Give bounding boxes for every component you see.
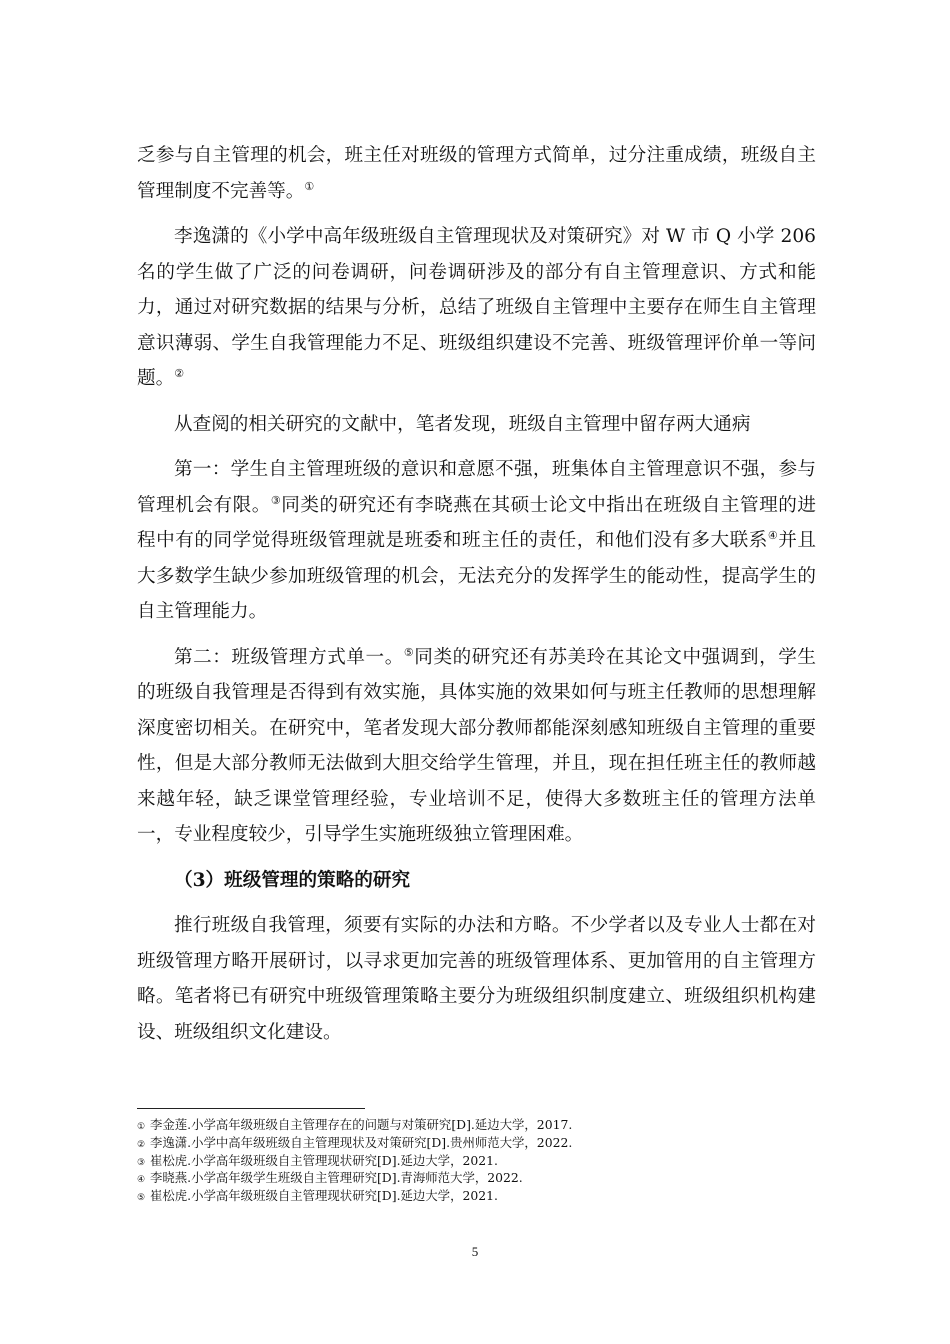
paragraph-text: 同类的研究还有苏美玲在其论文中强调到，学生的班级自我管理是否得到有效实施，具体实施的效果如何与班主任教师的思想理解深度密切相关。在研究中，笔者发现大部分教师都能深刻感知班级自主管理的重要性，但是大部分教师无法做到大胆交给学生管理，并且，现在担任班主任的教师越来越年轻，缺乏课堂管理经验，专业培训不足，使得大多数班主任的管理方法单一，专业程度较少，引导学生实施班级独立管理困难。	[137, 646, 816, 845]
footnote-item: ③ 崔松虎.小学高年级班级自主管理现状研究[D].延边大学，2021.	[137, 1152, 498, 1168]
footnote-item: ⑤ 崔松虎.小学高年级班级自主管理现状研究[D].延边大学，2021.	[137, 1188, 498, 1204]
paragraph-1	[137, 138, 816, 209]
paragraph-text: 乏参与自主管理的机会，班主任对班级的管理方式简单，过分注重成绩，班级自主管理制度不完善等。	[137, 145, 816, 202]
footnotes	[137, 1116, 816, 1205]
paragraph-5	[137, 640, 816, 853]
body-text	[137, 138, 816, 1060]
footnote-text: 崔松虎.小学高年级班级自主管理现状研究[D].延边大学，2021.	[150, 1152, 498, 1168]
paragraph-text: 同类的研究还有李晓燕在其硕士论文中指出在班级自主管理的进程中有的同学觉得班级管理就是班委和班主任的责任，和他们没有多大联系	[137, 494, 816, 551]
footnote-marker[interactable]: ③	[270, 493, 282, 507]
footnote-text: 崔松虎.小学高年级班级自主管理现状研究[D].延边大学，2021.	[150, 1188, 498, 1204]
footnote-item: ② 李逸潇.小学中高年级班级自主管理现状及对策研究[D].贵州师范大学，2022.	[137, 1134, 573, 1150]
paragraph-text: 并且大多数学生缺少参加班级管理的机会，无法充分的发挥学生的能动性，提高学生的自主管理能力。	[137, 530, 816, 622]
paragraph-text: 第一：学生自主管理班级的意识和意愿不强，班集体自主管理意识不强，参与管理机会有限。	[137, 459, 816, 516]
footnote-item: ④ 李晓燕.小学高年级学生班级自主管理研究[D].青海师范大学，2022.	[137, 1170, 523, 1186]
paragraph-2	[137, 219, 816, 397]
footnote-marker[interactable]: ②	[174, 366, 185, 380]
footnote-marker[interactable]: ①	[304, 179, 315, 193]
page-number: 5	[471, 1244, 479, 1259]
section-heading: （3）班级管理的策略的研究	[174, 869, 411, 891]
paragraph-4	[137, 452, 816, 630]
paragraph-text: 从查阅的相关研究的文献中，笔者发现，班级自主管理中留存两大通病	[174, 413, 751, 435]
footnote-text: 李晓燕.小学高年级学生班级自主管理研究[D].青海师范大学，2022.	[150, 1170, 523, 1186]
footnote-marker[interactable]: ⑤	[403, 645, 415, 659]
footnote-text: 李逸潇.小学中高年级班级自主管理现状及对策研究[D].贵州师范大学，2022.	[150, 1134, 573, 1150]
paragraph-text: 第二：班级管理方式单一。	[174, 646, 404, 668]
paragraph-6: 推行班级自我管理，须要有实际的办法和方略。不少学者以及专业人士都在对班级管理方略开展研讨，以寻求更加完善的班级管理体系、更加管用的自主管理方略。笔者将已有研究中班级管理策略主要分为班级组织制度建立、班级组织机构建设、班级组织文化建设。	[137, 915, 816, 1043]
footnote-divider	[137, 1108, 365, 1109]
footnote-marker[interactable]: ④	[767, 528, 779, 542]
footnote-item: ① 李金莲.小学高年级班级自主管理存在的问题与对策研究[D].延边大学，2017.	[137, 1117, 573, 1132]
footnote-text: 李金莲.小学高年级班级自主管理存在的问题与对策研究[D].延边大学，2017.	[150, 1117, 573, 1132]
paragraph-3	[137, 407, 816, 443]
paragraph-text: 李逸潇的《小学中高年级班级自主管理现状及对策研究》对 W 市 Q 小学 206 名的学生做了广泛的问卷调研，问卷调研涉及的部分有自主管理意识、方式和能力，通过对研究数据的结果与分析，总结了班级自主管理中主要存在师生自主管理意识薄弱、学生自我管理能力不足、班级组织建设不完善、班级管理评价单一等问题。	[137, 226, 816, 389]
